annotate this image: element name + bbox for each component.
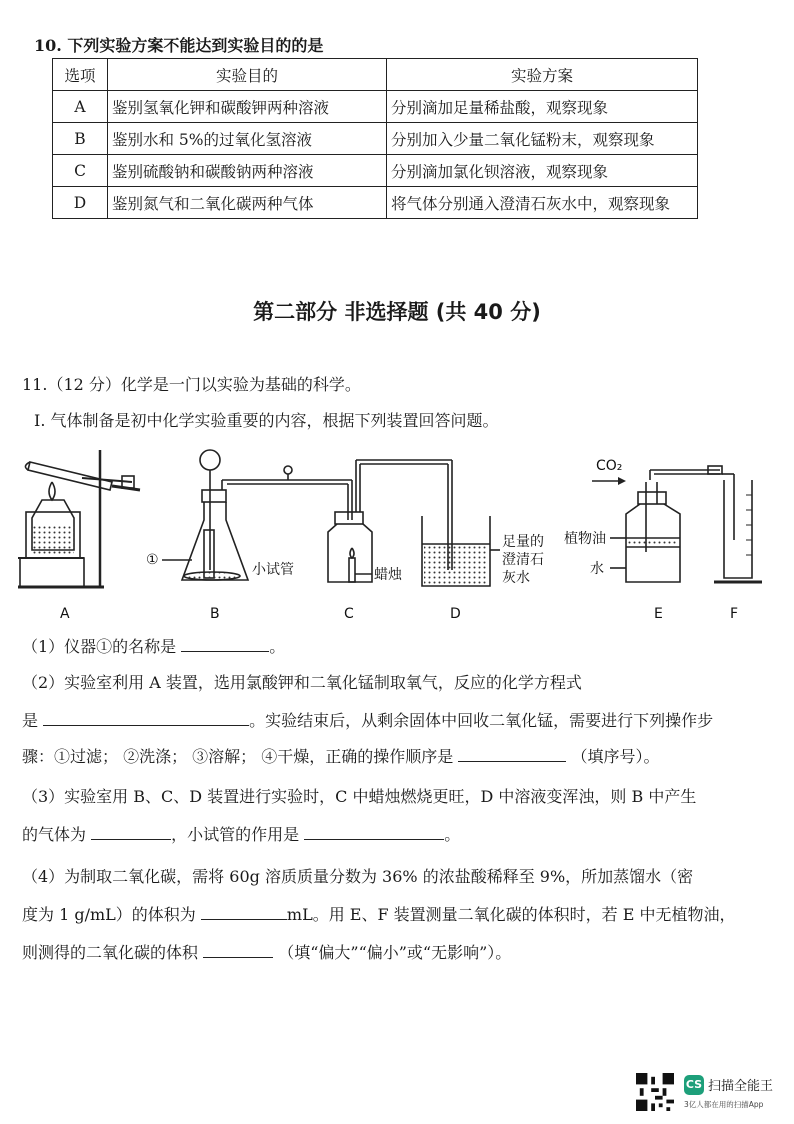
- qr-code-icon: [636, 1073, 674, 1111]
- question-11-4-line2: [22, 902, 736, 925]
- question-11-2-line2: [22, 708, 713, 731]
- letter-e: E: [654, 606, 663, 622]
- cell-purpose: 鉴别水和 5%的过氧化氢溶液: [108, 123, 387, 155]
- question-11-2-line1: （2）实验室利用 A 装置，选用氯酸钾和二氧化锰制取氧气，反应的化学方程式: [22, 673, 582, 692]
- cell-plan: 分别加入少量二氧化锰粉末，观察现象: [387, 123, 698, 155]
- label-d-line1: 足量的: [502, 534, 544, 550]
- question-11-intro: 11.（12 分）化学是一门以实验为基础的科学。: [22, 375, 361, 394]
- table-row: [53, 91, 698, 123]
- cell-purpose: 鉴别氮气和二氧化碳两种气体: [108, 187, 387, 219]
- camscanner-tagline: 3亿人都在用的扫描App: [684, 1100, 764, 1109]
- label-candle: 蜡烛: [374, 567, 402, 583]
- q2-text-c: 。实验结束后，从剩余固体中回收二氧化锰，需要进行下列操作步: [249, 711, 714, 730]
- question-11-1: [22, 634, 285, 657]
- table-row: [53, 155, 698, 187]
- question-11-part1: I. 气体制备是初中化学实验重要的内容，根据下列装置回答问题。: [34, 411, 499, 430]
- cell-option: D: [53, 187, 108, 219]
- q3-text-d: 。: [444, 825, 461, 844]
- letter-a: A: [60, 606, 70, 622]
- answer-blank-3a[interactable]: [91, 823, 171, 840]
- q1-end: 。: [269, 637, 286, 656]
- label-co2: CO₂: [596, 458, 623, 474]
- answer-blank-3b[interactable]: [304, 823, 444, 840]
- header-plan: 实验方案: [387, 59, 698, 91]
- table-row: [53, 187, 698, 219]
- letter-f: F: [730, 606, 739, 622]
- table-row: [53, 123, 698, 155]
- q4-text-c: mL。用 E、F 装置测量二氧化碳的体积时，若 E 中无植物油，: [286, 905, 736, 924]
- q3-text-c: ，小试管的作用是: [171, 825, 300, 844]
- apparatus-e: [592, 466, 722, 582]
- cell-plan: 分别滴加氯化钡溶液，观察现象: [387, 155, 698, 187]
- apparatus-f: [714, 474, 762, 582]
- cell-option: C: [53, 155, 108, 187]
- q2-text-e: （填序号）。: [571, 747, 660, 766]
- apparatus-figure: [12, 440, 792, 630]
- header-option: 选项: [53, 59, 108, 91]
- label-small-tube: 小试管: [252, 562, 294, 578]
- label-instrument-1: ①: [146, 552, 159, 568]
- label-d-line2: 澄清石: [502, 552, 544, 568]
- question-11-3-line2: [22, 822, 460, 845]
- camscanner-logo: CS: [684, 1075, 704, 1095]
- apparatus-b: [162, 450, 352, 580]
- q1-text: （1）仪器①的名称是: [22, 637, 177, 656]
- answer-blank-4a[interactable]: [201, 903, 287, 920]
- cell-option: A: [53, 91, 108, 123]
- question-11-4-line1: （4）为制取二氧化碳，需将 60g 溶质质量分数为 36% 的浓盐酸稀释至 9%，所加蒸馏水（密: [22, 867, 694, 886]
- cell-purpose: 鉴别氢氧化钾和碳酸钾两种溶液: [108, 91, 387, 123]
- q4-text-e: （填“偏大”“偏小”或“无影响”）。: [278, 943, 512, 962]
- cell-plan: 分别滴加足量稀盐酸，观察现象: [387, 91, 698, 123]
- table-header-row: [53, 59, 698, 91]
- q2-text-d: 骤：①过滤； ②洗涤； ③溶解； ④干燥，正确的操作顺序是: [22, 747, 454, 766]
- answer-blank-1[interactable]: [181, 635, 269, 652]
- apparatus-d: [422, 460, 500, 586]
- question-10-table: [52, 58, 698, 219]
- cell-option: B: [53, 123, 108, 155]
- camscanner-name: 扫描全能王: [708, 1079, 774, 1094]
- q4-text-b: 度为 1 g/mL）的体积为: [22, 905, 196, 924]
- q3-text-b: 的气体为: [22, 825, 87, 844]
- question-11-3-line1: （3）实验室用 B、C、D 装置进行实验时，C 中蜡烛燃烧更旺，D 中溶液变浑浊，则 B 中产生: [22, 787, 697, 806]
- letter-d: D: [450, 606, 461, 622]
- label-d-line3: 灰水: [502, 570, 530, 586]
- letter-c: C: [344, 606, 354, 622]
- cell-plan: 将气体分别通入澄清石灰水中，观察现象: [387, 187, 698, 219]
- answer-blank-4b[interactable]: [203, 941, 273, 958]
- answer-blank-2b[interactable]: [458, 745, 566, 762]
- question-10-title: 10. 下列实验方案不能达到实验目的的是: [34, 36, 324, 55]
- question-11-4-line3: [22, 940, 511, 963]
- label-plant-oil: 植物油: [564, 531, 606, 547]
- section-title: 第二部分 非选择题 (共 40 分): [253, 300, 541, 324]
- cell-purpose: 鉴别硫酸钠和碳酸钠两种溶液: [108, 155, 387, 187]
- question-11-2-line3: [22, 744, 659, 767]
- letter-b: B: [210, 606, 220, 622]
- q4-text-d: 则测得的二氧化碳的体积: [22, 943, 199, 962]
- apparatus-a: [18, 450, 140, 587]
- label-water: 水: [590, 561, 604, 577]
- q2-text-b: 是: [22, 711, 39, 730]
- header-purpose: 实验目的: [108, 59, 387, 91]
- answer-blank-2a[interactable]: [43, 709, 249, 726]
